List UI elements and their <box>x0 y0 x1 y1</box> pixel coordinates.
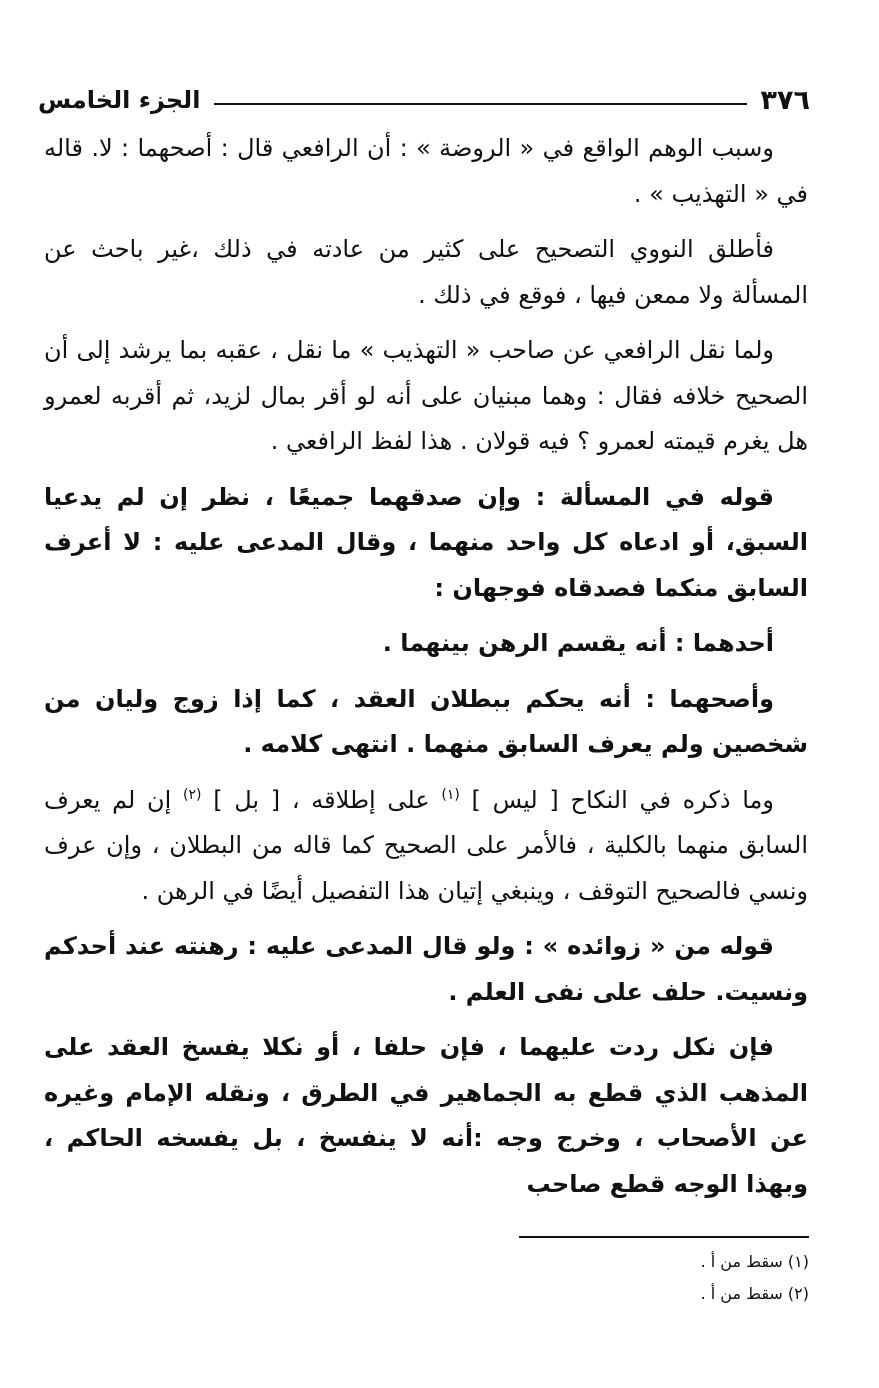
paragraph-quote: قوله في المسألة : وإن صدقهما جميعًا ، نظر إن لم يدعيا السبق، أو ادعاه كل واحد منهما ، وقال المدعى عليه : لا أعرف السابق منكما فصدقاه فوجهان : <box>44 482 808 602</box>
paragraph-quote: فإن نكل ردت عليهما ، فإن حلفا ، أو نكلا يفسخ العقد على المذهب الذي قطع به الجماهير في الطرق ، ونقله الإمام وغيره عن الأصحاب ، وخرج وجه :أنه لا ينفسخ ، بل يفسخه الحاكم ، وبهذا الوجه قطع صاحب <box>44 1033 808 1198</box>
page-number: ٣٧٦ <box>760 84 810 116</box>
footnote-marker: (١) <box>441 786 460 803</box>
page-body <box>44 126 808 1217</box>
paragraph-segment: وما ذكره في النكاح [ ليس ] <box>459 785 775 814</box>
paragraph-segment: إن لم يعرف السابق منهما بالكلية ، فالأمر على الصحيح كما قاله من البطلان ، وإن عرف ونسي فالصحيح التوقف ، وينبغي إتيان هذا التفصيل أيضًا في الرهن . <box>44 785 808 905</box>
page-header <box>38 80 810 120</box>
footnote: (١) سقط من أ . <box>700 1252 809 1271</box>
paragraph-quote: قوله من « زوائده » : ولو قال المدعى عليه : رهنته عند أحدكم ونسيت. حلف على نفى العلم . <box>44 932 808 1006</box>
paragraph: وسبب الوهم الواقع في « الروضة » : أن الرافعي قال : أصحهما : لا. قاله في « التهذيب » . <box>44 134 808 208</box>
footnotes <box>409 1246 809 1310</box>
paragraph-with-footnotes <box>44 778 808 915</box>
paragraph-quote: أحدهما : أنه يقسم الرهن بينهما . <box>382 629 774 657</box>
paragraph-segment: على إطلاقه ، [ بل ] <box>201 785 442 814</box>
paragraph-quote: وأصحهما : أنه يحكم ببطلان العقد ، كما إذا زوج وليان من شخصين ولم يعرف السابق منهما . انتهى كلامه . <box>44 684 808 758</box>
footnote-marker: (٢) <box>183 786 202 803</box>
footnote-rule <box>519 1236 809 1238</box>
paragraph: ولما نقل الرافعي عن صاحب « التهذيب » ما نقل ، عقبه بما يرشد إلى أن الصحيح خلافه فقال : وهما مبنيان على أنه لو أقر بمال لزيد، ثم أقربه لعمرو هل يغرم قيمته لعمرو ؟ فيه قولان . هذا لفظ الرافعي . <box>44 336 808 455</box>
footnote: (٢) سقط من أ . <box>700 1284 809 1303</box>
header-rule <box>214 103 746 105</box>
part-title: الجزء الخامس <box>38 86 201 114</box>
paragraph: فأطلق النووي التصحيح على كثير من عادته في ذلك ،غير باحث عن المسألة ولا ممعن فيها ، فوقع في ذلك . <box>44 235 808 309</box>
